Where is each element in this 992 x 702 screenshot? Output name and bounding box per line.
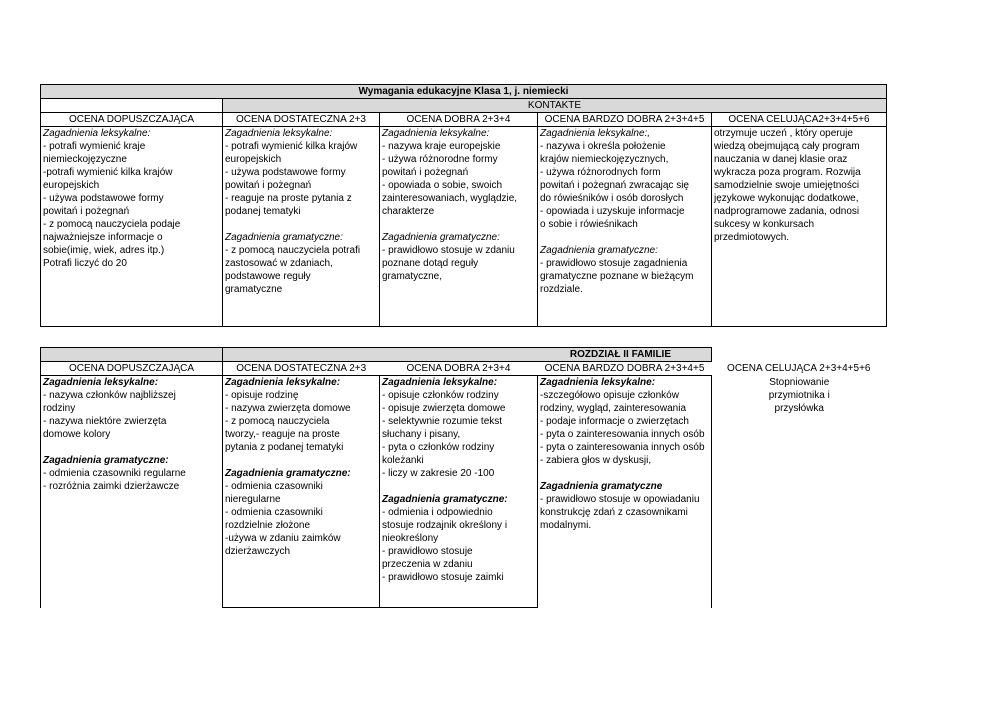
- cell-line: rodziny, wygląd, zainteresowania: [540, 403, 687, 414]
- cell-line: - opisuje rodzinę: [225, 390, 299, 401]
- cell-line: Zagadnienia gramatyczne:: [382, 232, 500, 243]
- cell-dobra: [380, 127, 538, 327]
- cell-line: otrzymuje uczeń , który operuje: [714, 128, 853, 139]
- cell-line: - używa różnorodnych form: [540, 167, 661, 178]
- cell-line: - zabiera głos w dyskusji,: [540, 455, 652, 466]
- section-title-familie: ROZDZIAŁ II FAMILIE: [223, 348, 712, 362]
- cell-line: podanej tematyki: [225, 206, 301, 217]
- cell-line: - opowiada i uzyskuje informacje: [540, 206, 685, 217]
- cell-line: gramatyczne,: [382, 271, 443, 282]
- cell-line: - prawidłowo stosuje zaimki: [382, 572, 504, 583]
- cell-line: Zagadnienia leksykalne:: [43, 377, 159, 388]
- cell-line: europejskich: [225, 154, 282, 165]
- cell-line: [382, 218, 535, 231]
- header-dostateczna: OCENA DOSTATECZNA 2+3: [223, 113, 380, 127]
- document-title: Wymagania edukacyjne Klasa 1, j. niemiecki: [41, 85, 887, 99]
- cell-line: - używa różnorodne formy: [382, 154, 498, 165]
- cell-line: - nazywa kraje europejskie: [382, 141, 501, 152]
- cell-celujaca: [712, 127, 887, 327]
- cell-line: przeczenia w zdaniu: [382, 559, 473, 570]
- header-dopuszczajaca: OCENA DOPUSZCZAJĄCA: [41, 113, 223, 127]
- cell-line: krajów niemieckojęzycznych,: [540, 154, 669, 165]
- cell-line: nadprogramowe zadania, odnosi: [714, 206, 860, 217]
- header2-dopuszczajaca: OCENA DOPUSZCZAJĄCA: [41, 362, 223, 376]
- cell-line: rozdziale.: [540, 284, 583, 295]
- cell-line: Stopniowanie: [769, 376, 830, 388]
- cell-line: - z pomocą nauczyciela potrafi: [225, 245, 361, 256]
- cell-line: stosuje rodzajnik określony i: [382, 520, 508, 531]
- cell-line: [382, 480, 535, 493]
- cell-line: - prawidłowo stosuje w zdaniu: [382, 245, 515, 256]
- cell-line: Zagadnienia gramatyczne: [540, 481, 663, 492]
- cell-line: wiedzą obejmującą cały program: [714, 141, 860, 152]
- cell-line: pytania z podanej tematyki: [225, 442, 344, 453]
- cell-line: powitań i pożegnań: [225, 180, 312, 191]
- cell-line: Zagadnienia leksykalne:: [225, 377, 341, 388]
- cell-line: powitań i pożegnań: [43, 206, 130, 217]
- cell-line: sobie(imię, wiek, adres itp.): [43, 245, 165, 256]
- cell-line: o sobie i rówieśnikach: [540, 219, 638, 230]
- cell-line: [225, 454, 377, 467]
- cell-line: - używa podstawowe formy: [43, 193, 164, 204]
- cell-line: - nazywa niektóre zwierzęta: [43, 416, 167, 427]
- cell-dopuszczajaca: [41, 127, 223, 327]
- cell-line: poznane dotąd reguły: [382, 258, 479, 269]
- cell-line: Zagadnienia gramatyczne:: [540, 245, 658, 256]
- cell-line: nieregularne: [225, 494, 281, 505]
- cell-line: - odmienia czasowniki regularne: [43, 468, 186, 479]
- cell-line: Zagadnienia leksykalne:: [43, 128, 151, 139]
- cell-line: modalnymi.: [540, 520, 592, 531]
- cell-line: - selektywnie rozumie tekst: [382, 416, 503, 427]
- cell2-dopuszczajaca: [41, 376, 223, 608]
- cell-line: -używa w zdaniu zaimków: [225, 533, 341, 544]
- cell-line: konstrukcję zdań z czasownikami: [540, 507, 688, 518]
- cell-line: Zagadnienia leksykalne:: [225, 128, 333, 139]
- cell-line: [540, 231, 709, 244]
- cell-line: -szczegółowo opisuje członków: [540, 390, 679, 401]
- cell-line: Zagadnienia gramatyczne:: [225, 468, 351, 479]
- cell-bardzo-dobra: [538, 127, 712, 327]
- cell-line: językowe wykonując dodatkowe,: [714, 193, 859, 204]
- cell-line: - potrafi wymienić kilka krajów: [225, 141, 358, 152]
- cell-line: charakterze: [382, 206, 435, 217]
- familie-table: [40, 347, 887, 608]
- cell-line: - opisuje zwierzęta domowe: [382, 403, 506, 414]
- cell-line: przymiotnika i: [768, 389, 830, 401]
- cell-line: wykracza poza program. Rozwija: [714, 167, 861, 178]
- cell-line: zastosować w zdaniach,: [225, 258, 333, 269]
- cell-line: - potrafi wymienić kraje: [43, 141, 146, 152]
- cell-line: - liczy w zakresie 20 -100: [382, 468, 495, 479]
- header-celujaca: OCENA CELUJĄCA2+3+4+5+6: [712, 113, 887, 127]
- cell-line: Zagadnienia leksykalne:: [540, 377, 656, 388]
- cell-line: - prawidłowo stosuje zagadnienia: [540, 258, 688, 269]
- cell-line: koleżanki: [382, 455, 424, 466]
- cell-line: podstawowe reguły: [225, 271, 311, 282]
- cell-line: nauczania w danej klasie oraz: [714, 154, 848, 165]
- cell-line: - prawidłowo stosuje w opowiadaniu: [540, 494, 700, 505]
- cell-line: [43, 441, 220, 454]
- cell-dostateczna: [223, 127, 380, 327]
- cell-line: powitań i pożegnań zwracając się: [540, 180, 689, 191]
- cell-line: Zagadnienia gramatyczne:: [382, 494, 508, 505]
- cell-line: - opowiada o sobie, swoich: [382, 180, 503, 191]
- cell-line: zainteresowaniach, wyglądzie,: [382, 193, 518, 204]
- cell-line: Zagadnienia gramatyczne:: [43, 455, 169, 466]
- cell2-dostateczna: [223, 376, 380, 608]
- cell2-bardzo-dobra: [538, 376, 712, 608]
- cell-line: - odmienia czasowniki: [225, 481, 323, 492]
- kontakte-table: [40, 84, 887, 327]
- cell2-celujaca: [712, 376, 887, 608]
- cell-line: - z pomocą nauczyciela: [225, 416, 330, 427]
- cell-line: - opisuje członków rodziny: [382, 390, 499, 401]
- cell-line: - z pomocą nauczyciela podaje: [43, 219, 181, 230]
- cell-line: słuchany i pisany,: [382, 429, 461, 440]
- cell-line: samodzielnie swoje umiejętności: [714, 180, 860, 191]
- cell-line: rozdzielnie złożone: [225, 520, 311, 531]
- cell-line: [540, 467, 709, 480]
- header2-dostateczna: OCENA DOSTATECZNA 2+3: [223, 362, 380, 376]
- cell-line: do rówieśników i osób dorosłych: [540, 193, 684, 204]
- cell-line: - nazywa i określa położenie: [540, 141, 666, 152]
- cell-line: przedmiotowych.: [714, 232, 790, 243]
- cell-line: najważniejsze informacje o: [43, 232, 163, 243]
- cell-line: dzierżawczych: [225, 546, 291, 557]
- cell-line: Potrafi liczyć do 20: [43, 258, 127, 269]
- header-bardzo-dobra: OCENA BARDZO DOBRA 2+3+4+5: [538, 113, 712, 127]
- cell-line: - prawidłowo stosuje: [382, 546, 473, 557]
- cell-line: - rozróżnia zaimki dzierżawcze: [43, 481, 180, 492]
- cell-line: sukcesy w konkursach: [714, 219, 815, 230]
- cell-line: europejskich: [43, 180, 100, 191]
- cell-line: -potrafi wymienić kilka krajów: [43, 167, 173, 178]
- cell-line: - podaje informacje o zwierzętach: [540, 416, 689, 427]
- cell-line: - odmienia i odpowiednio: [382, 507, 493, 518]
- cell-line: tworzy,- reaguje na proste: [225, 429, 340, 440]
- cell-line: - nazywa zwierzęta domowe: [225, 403, 351, 414]
- header2-dobra: OCENA DOBRA 2+3+4: [406, 363, 511, 374]
- cell-line: - pyta o członków rodziny: [382, 442, 495, 453]
- cell-line: przysłówka: [774, 402, 824, 414]
- cell-line: niemieckojęzyczne: [43, 154, 127, 165]
- cell-line: Zagadnienia leksykalne:: [382, 377, 498, 388]
- cell-line: - pyta o zainteresowania innych osób: [540, 429, 705, 440]
- cell-line: - odmienia czasowniki: [225, 507, 323, 518]
- cell-line: Zagadnienia leksykalne:: [382, 128, 490, 139]
- cell-line: - reaguje na proste pytania z: [225, 193, 352, 204]
- cell2-dobra: [380, 376, 538, 608]
- cell-line: nieokreślony: [382, 533, 439, 544]
- header2-celujaca: OCENA CELUJĄCA 2+3+4+5+6: [727, 362, 871, 374]
- cell-line: domowe kolory: [43, 429, 111, 440]
- cell-line: - pyta o zainteresowania innych osób: [540, 442, 705, 453]
- section-title-kontakte: KONTAKTE: [223, 99, 887, 113]
- cell-line: gramatyczne poznane w bieżącym: [540, 271, 694, 282]
- header-dobra: OCENA DOBRA 2+3+4: [380, 113, 538, 127]
- cell-line: - nazywa członków najbliższej: [43, 390, 176, 401]
- cell-line: rodziny: [43, 403, 76, 414]
- header2-bardzo-dobra: OCENA BARDZO DOBRA 2+3+4+5: [544, 363, 705, 374]
- cell-line: Zagadnienia leksykalne:,: [540, 128, 651, 139]
- cell-line: - używa podstawowe formy: [225, 167, 346, 178]
- cell-line: powitań i pożegnań: [382, 167, 469, 178]
- cell-line: [225, 218, 377, 231]
- cell-line: gramatyczne: [225, 284, 283, 295]
- cell-line: Zagadnienia gramatyczne:: [225, 232, 343, 243]
